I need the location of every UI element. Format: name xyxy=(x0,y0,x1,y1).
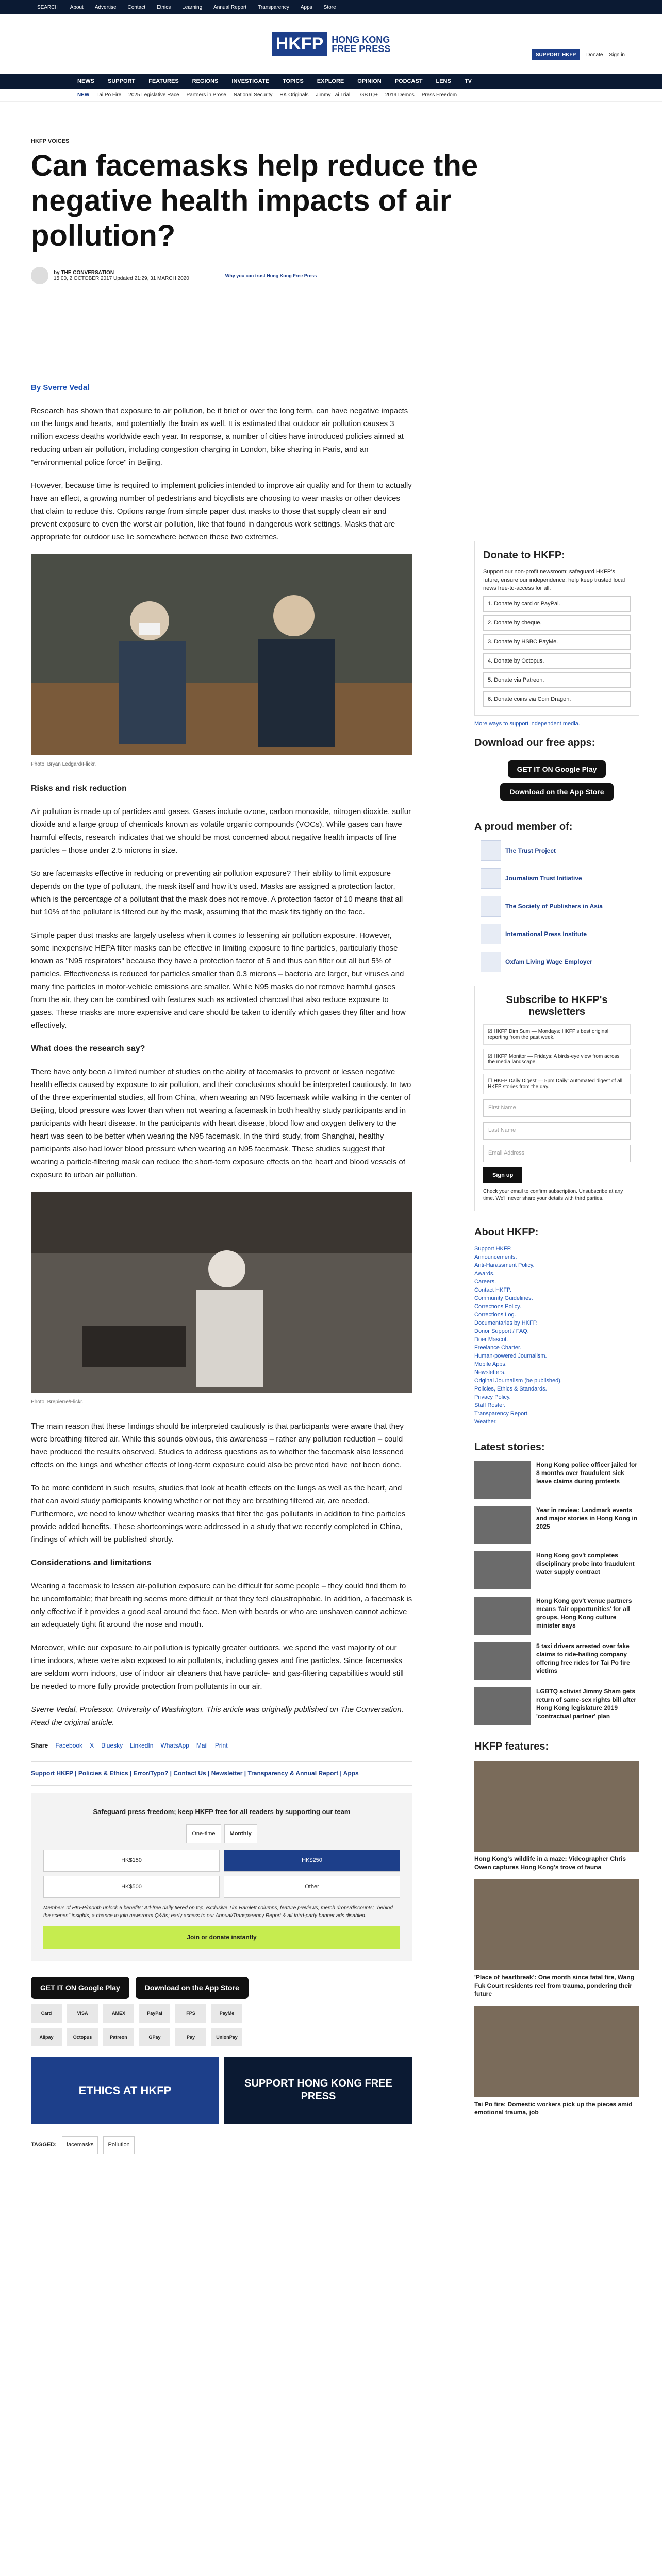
section-heading: What does the research say? xyxy=(31,1044,145,1053)
trending-link[interactable]: 2025 Legislative Race xyxy=(128,92,179,98)
trending-link[interactable]: National Security xyxy=(233,92,273,98)
latest-story[interactable] xyxy=(474,1597,639,1635)
story-thumbnail xyxy=(474,1461,531,1499)
logo-icon xyxy=(481,952,501,972)
about-title: About HKFP: xyxy=(474,1227,539,1238)
share-facebook[interactable]: Facebook xyxy=(55,1742,83,1749)
search-link[interactable]: SEARCH xyxy=(37,4,59,10)
share-print[interactable]: Print xyxy=(214,1742,228,1749)
member-logo[interactable] xyxy=(481,951,639,973)
newsletter-option-label: HKFP Daily Digest — 5pm Daily: Automated digest of all HKFP stories from the day. xyxy=(488,1078,623,1090)
paragraph: There have only been a limited number of studies on the ability of facemasks to prevent or lessen negative health effects caused by exposure to air pollution, and their conclusions should be interpreted cautiously. In two of the three experimental studies, all from China, when wearing an N95 facemask while walking in the center of Beijing, blood pressure was lower than when not wearing a facemask in both healthy study participants and in participants with heart disease. In the participants with heart disease, blood flow and oxygen delivery to the heart was seen to be better when wearing the N95 facemask. In the third study, from Shanghai, healthy participants also had lower blood pressure when wearing an N95 facemask. These studies suggest that wearing a particle-filtering mask can reduce the short-term exposure effects on the heart and blood vessels of exposure to urban air pollution. xyxy=(31,1067,411,1179)
about-link[interactable]: Original Journalism (be published). xyxy=(474,1378,562,1384)
amount-option-selected[interactable]: HK$250 xyxy=(224,1850,400,1872)
app-badges xyxy=(474,755,639,801)
nav-item[interactable]: REGIONS xyxy=(192,78,219,84)
newsletter-box xyxy=(474,986,639,1211)
trending-link[interactable]: HK Originals xyxy=(279,92,309,98)
about-link[interactable]: Mobile Apps. xyxy=(474,1361,507,1367)
nav-item[interactable]: TOPICS xyxy=(282,78,304,84)
signup-button[interactable]: Sign up xyxy=(483,1167,522,1183)
feature-story[interactable] xyxy=(474,1761,639,1871)
nav-item[interactable]: LENS xyxy=(436,78,451,84)
dates: 15:00, 2 OCTOBER 2017 Updated 21:29, 31 MARCH 2020 xyxy=(54,276,189,281)
member-name: International Press Institute xyxy=(505,930,587,938)
member-name: The Society of Publishers in Asia xyxy=(505,903,603,910)
source[interactable]: by THE CONVERSATION xyxy=(54,270,114,276)
paragraph: To be more confident in such results, studies that look at health effects on the lungs as well as the heart, and that can avoid study participants knowing whether or not they are breathing filtered air, are needed. Furthermore, we need to know whether wearing masks that filter the gas pollutants in addition to fine particles provide added benefits. These shortcomings were addressed in a study that we recently completed in China, findings of which will be published shortly. xyxy=(31,1484,406,1544)
more-ways-link[interactable]: More ways to support independent media. xyxy=(474,721,580,727)
site-header xyxy=(0,14,662,74)
feature-title: 'Place of heartbreak': One month since fatal fire, Wang Fuk Court residents reel from trauma, pondering their future xyxy=(474,1974,635,1997)
support-link[interactable]: Newsletter xyxy=(211,1770,243,1777)
about-link[interactable]: Careers. xyxy=(474,1279,496,1285)
donate-option[interactable]: 5. Donate via Patreon. xyxy=(483,672,631,688)
about-link[interactable]: Policies, Ethics & Standards. xyxy=(474,1386,547,1392)
about-link[interactable]: Human-powered Journalism. xyxy=(474,1353,547,1359)
member-logo[interactable] xyxy=(481,923,639,945)
promo-banners xyxy=(31,2057,412,2124)
tag[interactable]: facemasks xyxy=(62,2136,98,2154)
trending-link[interactable]: Partners in Prose xyxy=(186,92,226,98)
about-list xyxy=(474,1245,639,1426)
story-title: Year in review: Landmark events and major stories in Hong Kong in 2025 xyxy=(536,1506,638,1530)
byline xyxy=(31,267,631,284)
new-label: NEW xyxy=(77,92,90,98)
about-link[interactable]: Community Guidelines. xyxy=(474,1295,533,1301)
first-name-field[interactable]: First Name xyxy=(483,1099,631,1117)
topbar-link[interactable]: Annual Report xyxy=(213,4,247,10)
paragraph: So are facemasks effective in reducing or preventing air pollution exposure? Their ability to limit exposure depends on the type of pollutant, the mask itself and how it's used. Masks are assigned a protection factor, which is the percentage of a pollutant that the mask does not remove. A protection factor of 10 means that all but 10% of the pollutant is filtered out by the mask, assuming that the mask fits tightly on the face. xyxy=(31,869,403,917)
about-link[interactable]: Staff Roster. xyxy=(474,1402,506,1409)
newsletter-option[interactable]: ☐ HKFP Daily Digest — 5pm Daily: Automated digest of all HKFP stories from the day. xyxy=(483,1074,631,1094)
paragraph: Research has shown that exposure to air pollution, be it brief or over the long term, can have negative impacts on the lungs and hearts, and potentially the brain as well. It is estimated that outdoor air pollution causes 3 million excess deaths worldwide each year. In response, a number of cities have introduced policies aimed at reducing urban air pollution, including congestion charging in London, bike sharing in Paris, and an "environmental police force" in Beijing. xyxy=(31,406,408,467)
share-whatsapp[interactable]: WhatsApp xyxy=(160,1742,189,1749)
features-title: HKFP features: xyxy=(474,1741,549,1752)
sidebar xyxy=(474,541,639,2116)
feature-title: Hong Kong's wildlife in a maze: Videographer Chris Owen captures Hong Kong's trove of fauna xyxy=(474,1855,626,1871)
newsletter-option-label: HKFP Monitor — Fridays: A birds-eye view from across the media landscape. xyxy=(488,1054,620,1065)
join-donate-button[interactable]: Join or donate instantly xyxy=(43,1926,400,1949)
topbar-link[interactable]: Advertise xyxy=(94,4,117,10)
amount-option[interactable]: Other xyxy=(224,1876,400,1898)
latest-story[interactable] xyxy=(474,1551,639,1589)
latest-story[interactable] xyxy=(474,1506,639,1544)
donate-option[interactable]: 2. Donate by cheque. xyxy=(483,615,631,631)
donate-link[interactable]: Donate xyxy=(586,52,603,58)
feature-story[interactable] xyxy=(474,2006,639,2116)
payment-icon: AMEX xyxy=(103,2004,134,2023)
payment-icon: FPS xyxy=(175,2004,206,2023)
article-photo-1 xyxy=(31,554,412,755)
photo-caption: Photo: Brepierre/Flickr. xyxy=(31,1399,84,1405)
logo-icon xyxy=(481,840,501,861)
article-body xyxy=(31,381,412,2154)
latest-story[interactable] xyxy=(474,1687,639,1725)
feature-image xyxy=(474,1879,639,1970)
payment-methods xyxy=(31,2004,412,2023)
photo-caption: Photo: Bryan Ledgard/Flickr. xyxy=(31,761,96,767)
paragraph: Simple paper dust masks are largely useless when it comes to lessening air pollution exposure. However, some inexpensive HEPA filter masks can be effective in limiting exposure to fine particles, particularly those known as "N95 respirators" because they have a protection factor of 5 and thus can filter out all but 5% of particles. Effectiveness is reduced for particles smaller than 0.3 microns – bacteria are larger, but viruses and many fine particles in motor-vehicle emissions are smaller. While N95 masks do not remove harmful gases from the air, they can be combined with features such as activated charcoal that also reduce exposure to gases. These masks are more expensive and care should be taken to identify which gases they filter and how effectively. xyxy=(31,931,406,1030)
latest-story[interactable] xyxy=(474,1642,639,1680)
member-logo[interactable] xyxy=(481,867,639,890)
nav-item[interactable]: INVESTIGATE xyxy=(231,78,269,84)
member-name: Journalism Trust Initiative xyxy=(505,875,582,882)
share-mail[interactable]: Mail xyxy=(196,1742,208,1749)
amount-options xyxy=(43,1850,400,1898)
paragraph: Moreover, while our exposure to air pollution is typically greater outdoors, we spend the vast majority of our time indoors, where we're also exposed to air pollutants, including gases and fine particles. Since facemasks are seldom worn indoors, use of indoor air cleaners that have particle- and gas-filtering capabilities would still be needed to more fully provide protection from pollutants in our air. xyxy=(31,1643,404,1691)
topbar-link[interactable]: Apps xyxy=(300,4,312,10)
share-x[interactable]: X xyxy=(90,1742,94,1749)
support-link[interactable]: Error/Typo? xyxy=(133,1770,169,1777)
topbar-link[interactable]: Store xyxy=(323,4,336,10)
donate-intro: Support our non-profit newsroom: safeguard HKFP's future, ensure our independence, help keep trusted local news free-to-access for all. xyxy=(483,569,625,591)
trending-bar xyxy=(0,89,662,102)
topbar-link[interactable]: Transparency xyxy=(258,4,289,10)
paragraph: However, because time is required to implement policies intended to improve air quality and for them to actually have an effect, a growing number of pedestrians and bicyclists are choosing to wear masks or other devices that claim to reduce this. Options range from simple paper dust masks to those that supply clean air and prevent exposure to even the worst air pollution, like that found in dangerous work settings. Masks that are appropriate for outdoor use lie somewhere between these two extremes. xyxy=(31,481,412,541)
byline-text xyxy=(54,270,189,281)
signin-link[interactable]: Sign in xyxy=(609,52,625,58)
share-bar xyxy=(31,1739,412,1752)
main-nav xyxy=(0,74,662,89)
donate-panel-title: Safeguard press freedom; keep HKFP free for all readers by supporting our team xyxy=(93,1808,351,1816)
payment-icon: VISA xyxy=(67,2004,98,2023)
header-actions xyxy=(532,49,625,60)
nav-item[interactable]: TV xyxy=(464,78,472,84)
story-title: Hong Kong gov't completes disciplinary probe into fraudulent water supply contract xyxy=(536,1552,635,1575)
about-link[interactable]: Anti-Harassment Policy. xyxy=(474,1262,535,1268)
logo-line: HONG KONG xyxy=(332,34,390,45)
support-hkfp-button[interactable]: SUPPORT HKFP xyxy=(532,49,580,60)
tag-list xyxy=(31,2136,412,2154)
member-title: A proud member of: xyxy=(474,821,573,833)
support-link[interactable]: Apps xyxy=(343,1770,359,1777)
donate-option[interactable]: 3. Donate by HSBC PayMe. xyxy=(483,634,631,650)
app-store-badge[interactable]: Download on the App Store xyxy=(500,783,613,801)
app-store-badge[interactable]: Download on the App Store xyxy=(136,1977,249,1999)
google-play-badge[interactable]: GET IT ON Google Play xyxy=(31,1977,129,1999)
logo-icon xyxy=(481,868,501,889)
story-thumbnail xyxy=(474,1687,531,1725)
donate-title: Donate to HKFP: xyxy=(483,550,565,561)
about-link[interactable]: Support HKFP. xyxy=(474,1246,512,1252)
article-credit: Sverre Vedal, Professor, University of Washington. This article was originally published on The Conversation. Read the original article. xyxy=(31,1705,404,1727)
about-link[interactable]: Documentaries by HKFP. xyxy=(474,1320,538,1326)
trust-link[interactable]: Why you can trust Hong Kong Free Press xyxy=(225,273,317,278)
photo-illustration xyxy=(31,554,412,755)
story-thumbnail xyxy=(474,1551,531,1589)
story-title: Hong Kong police officer jailed for 8 months over fraudulent sick leave claims during protests xyxy=(536,1461,638,1485)
story-title: 5 taxi drivers arrested over fake claims to ride-hailing company offering free rides for Tai Po fire victims xyxy=(536,1642,630,1674)
feature-image xyxy=(474,1761,639,1852)
donate-panel xyxy=(31,1793,412,1961)
about-link[interactable]: Donor Support / FAQ. xyxy=(474,1328,529,1334)
feature-title: Tai Po fire: Domestic workers pick up the pieces amid emotional trauma, job xyxy=(474,2100,633,2116)
member-logo[interactable] xyxy=(481,895,639,918)
feature-image xyxy=(474,2006,639,2097)
trending-link[interactable]: Press Freedom xyxy=(421,92,457,98)
donate-option[interactable]: 1. Donate by card or PayPal. xyxy=(483,596,631,612)
tab-one-time[interactable]: One-time xyxy=(186,1824,221,1843)
about-link[interactable]: Contact HKFP. xyxy=(474,1287,511,1293)
about-link[interactable]: Awards. xyxy=(474,1270,495,1277)
newsletter-option-label: HKFP Dim Sum — Mondays: HKFP's best original reporting from the past week. xyxy=(488,1029,609,1040)
member-logo[interactable] xyxy=(481,839,639,862)
top-utility-bar xyxy=(0,0,662,14)
logo-icon xyxy=(481,924,501,944)
author-link[interactable]: By Sverre Vedal xyxy=(31,383,90,392)
section-heading: Risks and risk reduction xyxy=(31,784,127,793)
story-thumbnail xyxy=(474,1597,531,1635)
about-link[interactable]: Corrections Log. xyxy=(474,1312,516,1318)
payment-icon: PayMe xyxy=(211,2004,242,2023)
newsletter-option[interactable]: ☑ HKFP Monitor — Fridays: A birds-eye view from across the media landscape. xyxy=(483,1049,631,1070)
avatar xyxy=(31,267,48,284)
about-link[interactable]: Weather. xyxy=(474,1419,497,1425)
member-name: The Trust Project xyxy=(505,847,556,854)
support-links-bar: Support HKFP | Policies & Ethics | Error/Typo? | Contact Us | Newsletter | Transparency & Annual Report | Apps xyxy=(31,1761,412,1786)
membership-note: Members of HKFP/month unlock 6 benefits: Ad-free daily tiered on top, exclusive Tim Hamlett columns; feature previews; merch drops/discounts; "behind the scenes" insights; a chance to join newsroom Q&As; early access to our Annual/Transparency Report & all third-party banner ads disabled. xyxy=(43,1905,393,1919)
ethics-banner[interactable]: ETHICS AT HKFP xyxy=(31,2057,219,2124)
share-bluesky[interactable]: Bluesky xyxy=(101,1742,123,1749)
story-title: Hong Kong gov't venue partners means 'fair opportunities' for all groups, Hong Kong culture minister says xyxy=(536,1597,632,1629)
logo-text xyxy=(332,35,390,54)
article-kicker[interactable]: HKFP VOICES xyxy=(31,138,70,144)
nav-item[interactable]: OPINION xyxy=(357,78,382,84)
nav-item[interactable]: EXPLORE xyxy=(317,78,344,84)
newsletter-option[interactable]: ☑ HKFP Dim Sum — Mondays: HKFP's best original reporting from the past week. xyxy=(483,1024,631,1045)
about-link[interactable]: Newsletters. xyxy=(474,1369,506,1376)
google-play-badge[interactable]: GET IT ON Google Play xyxy=(508,760,606,778)
nav-item[interactable]: NEWS xyxy=(77,78,94,84)
payment-icon: Octopus xyxy=(67,2028,98,2046)
about-link[interactable]: Privacy Policy. xyxy=(474,1394,511,1400)
apps-title: Download our free apps: xyxy=(474,737,595,749)
payment-icon: UnionPay xyxy=(211,2028,242,2046)
payment-methods xyxy=(31,2028,412,2046)
share-linkedin[interactable]: LinkedIn xyxy=(130,1742,154,1749)
topbar-link[interactable]: Ethics xyxy=(156,4,171,10)
payment-icon: PayPal xyxy=(139,2004,170,2023)
nav-item[interactable]: FEATURES xyxy=(148,78,179,84)
support-link[interactable]: Transparency & Annual Report xyxy=(247,1770,339,1777)
support-link[interactable]: Contact Us xyxy=(173,1770,206,1777)
trending-link[interactable]: 2019 Demos xyxy=(385,92,415,98)
payment-icon: Alipay xyxy=(31,2028,62,2046)
logo-mark: HKFP xyxy=(272,32,328,56)
story-title: LGBTQ activist Jimmy Sham gets return of same-sex rights bill after Hong Kong legislature 2019 'contractual partner' plan xyxy=(536,1688,637,1720)
site-logo[interactable] xyxy=(272,32,391,56)
tags-label: TAGGED: xyxy=(31,2142,57,2148)
logo-icon xyxy=(481,896,501,917)
main-content xyxy=(31,134,638,2148)
paragraph: Wearing a facemask to lessen air-pollution exposure can be difficult for some people – they could find them to be uncomfortable; that breathing seems more difficult or that they feel claustrophobic. In addition, a facemask is only effective if it provides a good seal around the face. Men with beards or who are unshaven cannot achieve an adequately tight fit around the nose and mouth. xyxy=(31,1582,412,1629)
about-link[interactable]: Doer Mascot. xyxy=(474,1336,508,1343)
feature-story[interactable] xyxy=(474,1879,639,1998)
member-name: Oxfam Living Wage Employer xyxy=(505,958,592,965)
topbar-link[interactable]: Learning xyxy=(182,4,203,10)
story-thumbnail xyxy=(474,1506,531,1544)
topbar-link[interactable]: Contact xyxy=(127,4,145,10)
app-badges-bottom xyxy=(31,1972,412,1999)
photo-illustration xyxy=(31,1192,412,1393)
support-banner[interactable]: SUPPORT HONG KONG FREE PRESS xyxy=(224,2057,412,2124)
tag[interactable]: Pollution xyxy=(103,2136,134,2154)
nav-item[interactable]: SUPPORT xyxy=(108,78,136,84)
paragraph: The main reason that these findings should be interpreted cautiously is that participants were aware that they were breathing filtered air. While this sounds obvious, this awareness – rather any pollution reduction – could have produced the results observed. Studies to address questions as to whether the facemask also lessened effects on the lungs and whether effects of long-term exposure could also be prevented have not been done. xyxy=(31,1422,404,1469)
share-label: Share xyxy=(31,1742,48,1749)
payment-icon: Pay xyxy=(175,2028,206,2046)
logo-line: FREE PRESS xyxy=(332,43,391,54)
amount-option[interactable]: HK$150 xyxy=(43,1850,220,1872)
about-link[interactable]: Freelance Charter. xyxy=(474,1345,522,1351)
newsletter-title: Subscribe to HKFP's newsletters xyxy=(506,994,608,1018)
article-photo-2 xyxy=(31,1192,412,1393)
donate-option[interactable]: 4. Donate by Octopus. xyxy=(483,653,631,669)
amount-option[interactable]: HK$500 xyxy=(43,1876,220,1898)
paragraph: Air pollution is made up of particles and gases. Gases include ozone, carbon monoxide, nitrogen dioxide, sulfur dioxide and a large group of chemicals known as volatile organic compounds (VOCs). While gases can have harmful effects, research indicates that we should be most concerned about negative health impacts of fine particles – those under 2.5 microns in size. xyxy=(31,807,411,855)
about-link[interactable]: Transparency Report. xyxy=(474,1411,529,1417)
support-link[interactable]: Support HKFP xyxy=(31,1770,73,1777)
trending-link[interactable]: Jimmy Lai Trial xyxy=(316,92,351,98)
nav-item[interactable]: PODCAST xyxy=(394,78,423,84)
topbar-link[interactable]: About xyxy=(70,4,84,10)
article-title: Can facemasks help reduce the negative health impacts of air pollution? xyxy=(31,149,478,252)
email-field[interactable]: Email Address xyxy=(483,1145,631,1162)
story-thumbnail xyxy=(474,1642,531,1680)
latest-title: Latest stories: xyxy=(474,1442,545,1453)
last-name-field[interactable]: Last Name xyxy=(483,1122,631,1140)
donate-box xyxy=(474,541,639,716)
payment-icon: Patreon xyxy=(103,2028,134,2046)
latest-story[interactable] xyxy=(474,1461,639,1499)
about-link[interactable]: Corrections Policy. xyxy=(474,1303,521,1310)
newsletter-note: Check your email to confirm subscription. Unsubscribe at any time. We'll never share your details with third parties. xyxy=(483,1189,623,1201)
frequency-tabs xyxy=(43,1824,400,1843)
payment-icon: Card xyxy=(31,2004,62,2023)
section-heading: Considerations and limitations xyxy=(31,1558,152,1567)
donate-option[interactable]: 6. Donate coins via Coin Dragon. xyxy=(483,691,631,707)
trending-link[interactable]: LGBTQ+ xyxy=(357,92,378,98)
trending-link[interactable]: Tai Po Fire xyxy=(96,92,122,98)
tab-monthly[interactable]: Monthly xyxy=(224,1824,257,1843)
about-link[interactable]: Announcements. xyxy=(474,1254,517,1260)
payment-icon: GPay xyxy=(139,2028,170,2046)
support-link[interactable]: Policies & Ethics xyxy=(78,1770,128,1777)
